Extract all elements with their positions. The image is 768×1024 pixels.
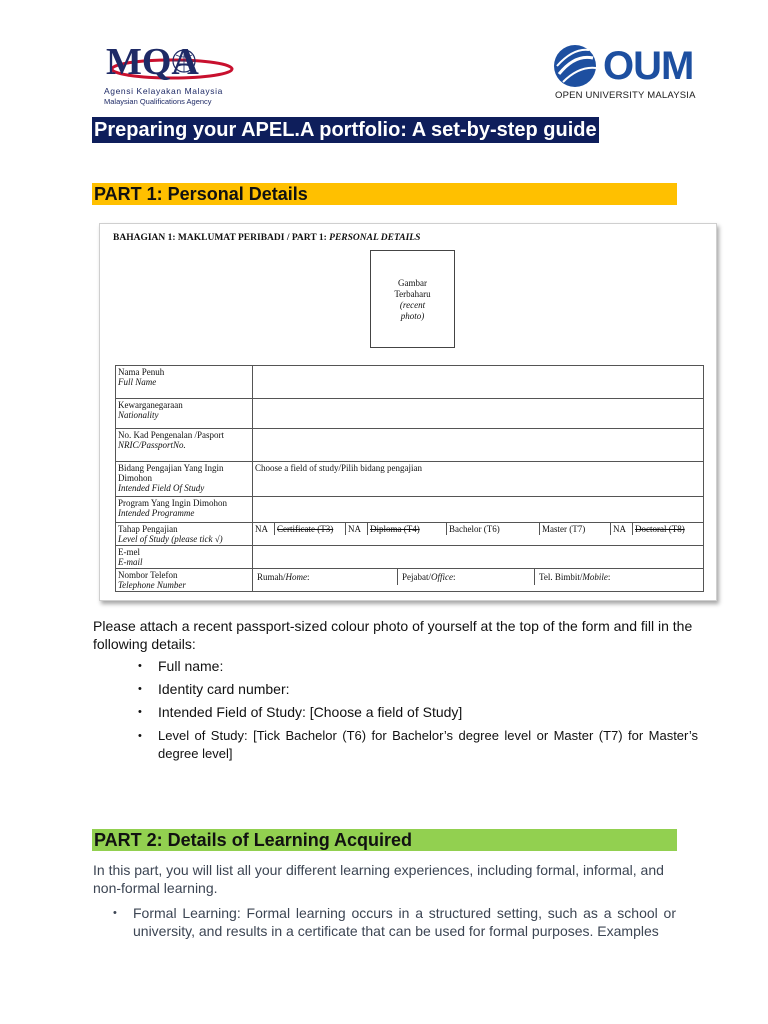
phone-mobile-en: Mobile bbox=[582, 572, 608, 582]
oum-name: OPEN UNIVERSITY MALAYSIA bbox=[555, 90, 696, 101]
part1-heading: PART 1: Personal Details bbox=[92, 183, 677, 205]
part2-intro: In this part, you will list all your different learning experiences, including formal, informal, and non-formal learning. bbox=[93, 862, 664, 896]
level-options bbox=[253, 523, 703, 535]
part2-list bbox=[113, 904, 676, 940]
mqa-logo-mark bbox=[92, 42, 237, 84]
page-title: Preparing your APEL.A portfolio: A set-by-step guide bbox=[94, 119, 597, 141]
level-bachelor: Bachelor (T6) bbox=[447, 523, 540, 535]
label-en: E-mail bbox=[118, 557, 143, 567]
table-row bbox=[116, 399, 704, 429]
form-table bbox=[115, 365, 704, 592]
row-label bbox=[116, 429, 253, 462]
phone-office-en: Office bbox=[431, 572, 453, 582]
table-row bbox=[116, 497, 704, 523]
list-item: • Identity card number: bbox=[138, 678, 698, 701]
label-bm: Program Yang Ingin Dimohon bbox=[118, 498, 228, 508]
row-label bbox=[116, 523, 253, 546]
form-heading bbox=[113, 233, 420, 243]
list-item: • Formal Learning: Formal learning occurs in a structured setting, such as a school or university, and results in a certificate that can be used for formal purposes. Examples bbox=[113, 904, 676, 940]
label-en: Level of Study (please tick √) bbox=[118, 534, 223, 544]
row-label bbox=[116, 546, 253, 569]
photo-label: photo) bbox=[400, 311, 425, 321]
form-heading-en: PERSONAL DETAILS bbox=[329, 233, 421, 243]
level-na: NA bbox=[346, 523, 368, 535]
telephone-field bbox=[253, 569, 704, 592]
table-row bbox=[116, 523, 704, 546]
label-bm: Nama Penuh bbox=[118, 367, 165, 377]
level-master: Master (T7) bbox=[540, 523, 611, 535]
mqa-mark-text: MQA bbox=[106, 42, 199, 83]
table-row bbox=[116, 569, 704, 592]
label-bm: No. Kad Pengenalan /Pasport bbox=[118, 430, 224, 440]
mqa-name-en: Malaysian Qualifications Agency bbox=[104, 97, 212, 106]
nationality-field bbox=[253, 399, 704, 429]
phone-home-en: Home bbox=[285, 572, 307, 582]
list-item: • Level of Study: [Tick Bachelor (T6) for Bachelor’s degree level or Master (T7) for Master’s degree level] bbox=[138, 727, 698, 763]
phone-office: Pejabat/Office: bbox=[398, 569, 535, 585]
level-certificate: Certificate (T3) bbox=[275, 523, 346, 535]
level-na: NA bbox=[611, 523, 633, 535]
programme-field bbox=[253, 497, 704, 523]
part2-heading: PART 2: Details of Learning Acquired bbox=[92, 829, 677, 851]
form-heading-bm: BAHAGIAN 1: MAKLUMAT PERIBADI / PART 1: bbox=[113, 233, 327, 243]
label-en: NRIC/PassportNo. bbox=[118, 440, 186, 450]
email-field bbox=[253, 546, 704, 569]
nric-field bbox=[253, 429, 704, 462]
mqa-logo bbox=[92, 42, 237, 110]
list-item: • Intended Field of Study: [Choose a field of Study] bbox=[138, 701, 698, 724]
label-en: Telephone Number bbox=[118, 580, 186, 590]
personal-details-form-image bbox=[99, 223, 717, 601]
label-en: Full Name bbox=[118, 377, 157, 387]
field-of-study-field: Choose a field of study/Pilih bidang pengajian bbox=[253, 462, 704, 497]
table-row bbox=[116, 429, 704, 462]
label-bm: E-mel bbox=[118, 547, 140, 557]
photo-label: Terbaharu bbox=[394, 289, 431, 299]
oum-mark-text: OUM bbox=[603, 44, 694, 88]
label-en: Intended Programme bbox=[118, 508, 195, 518]
level-diploma: Diploma (T4) bbox=[368, 523, 447, 535]
photo-placeholder bbox=[370, 250, 455, 348]
row-label bbox=[116, 569, 253, 592]
mqa-name-bm: Agensi Kelayakan Malaysia bbox=[104, 86, 223, 96]
oum-logo bbox=[553, 44, 723, 104]
row-label bbox=[116, 399, 253, 429]
level-na: NA bbox=[253, 523, 275, 535]
part1-instruction: Please attach a recent passport-sized colour photo of yourself at the top of the form and fill in the following details: bbox=[93, 618, 693, 652]
level-doctoral: Doctoral (T8) bbox=[635, 524, 685, 534]
label-bm: Kewarganegaraan bbox=[118, 400, 183, 410]
phone-home-bm: Rumah/ bbox=[257, 572, 286, 582]
part1-list bbox=[138, 655, 698, 763]
phone-home: Rumah/Home: bbox=[253, 569, 398, 585]
label-bm: Bidang Pengajian Yang Ingin Dimohon bbox=[118, 463, 224, 483]
phone-mobile-bm: Tel. Bimbit/ bbox=[539, 572, 583, 582]
phone-office-bm: Pejabat/ bbox=[402, 572, 431, 582]
list-item: • Full name: bbox=[138, 655, 698, 678]
row-label bbox=[116, 366, 253, 399]
row-label bbox=[116, 462, 253, 497]
row-label bbox=[116, 497, 253, 523]
table-row bbox=[116, 462, 704, 497]
oum-globe-icon bbox=[553, 44, 599, 88]
label-en: Intended Field Of Study bbox=[118, 483, 205, 493]
label-en: Nationality bbox=[118, 410, 159, 420]
level-of-study-field bbox=[253, 523, 704, 546]
full-name-field bbox=[253, 366, 704, 399]
phone-options bbox=[253, 569, 703, 585]
phone-mobile: Tel. Bimbit/Mobile: bbox=[539, 572, 611, 582]
photo-label: (recent bbox=[399, 300, 426, 310]
label-bm: Tahap Pengajian bbox=[118, 524, 178, 534]
table-row bbox=[116, 366, 704, 399]
table-row bbox=[116, 546, 704, 569]
label-bm: Nombor Telefon bbox=[118, 570, 178, 580]
photo-label: Gambar bbox=[398, 278, 427, 288]
